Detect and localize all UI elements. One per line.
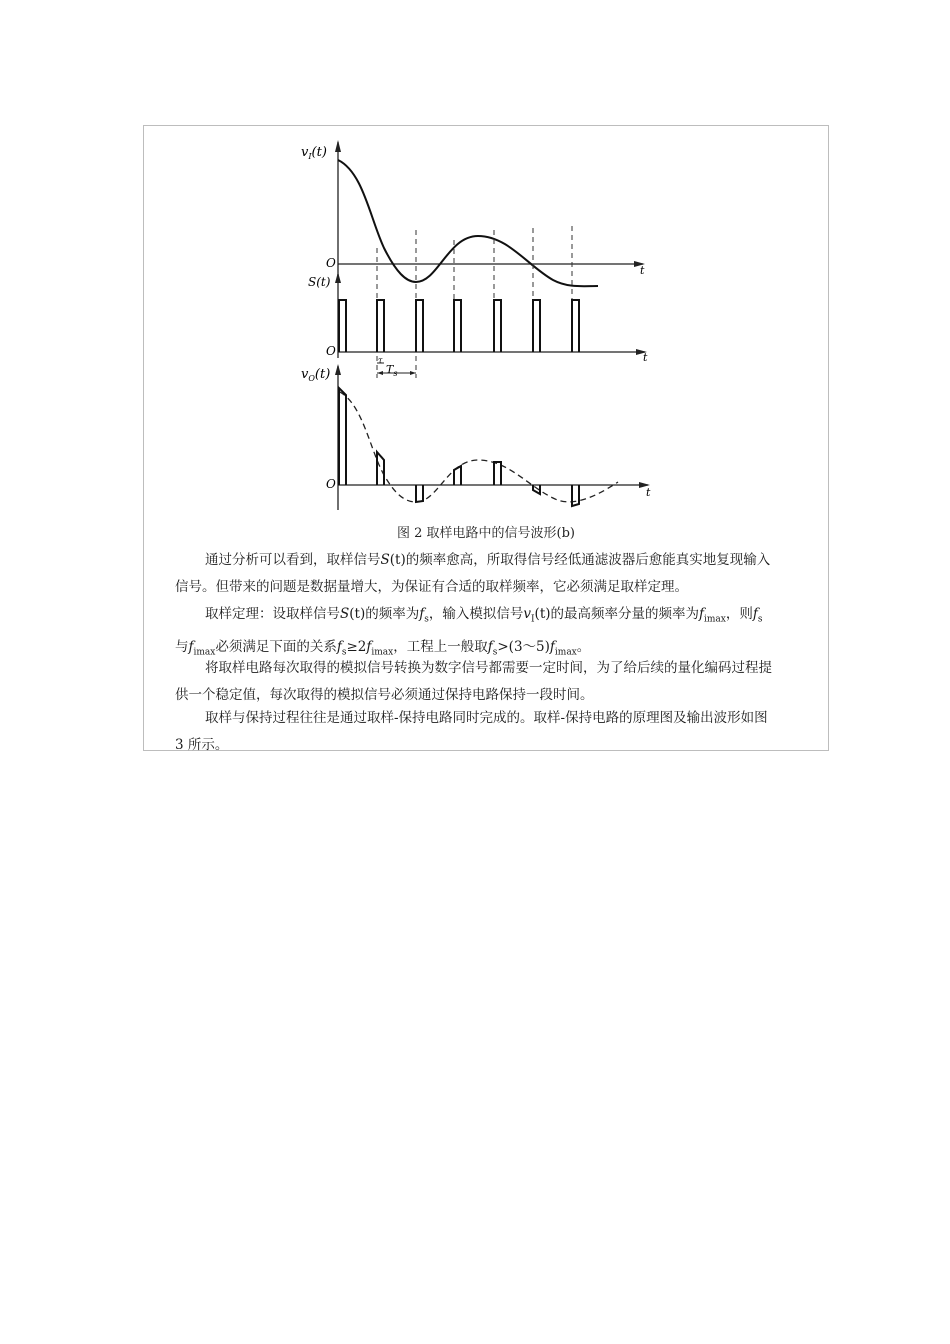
panel-output-signal — [301, 364, 651, 510]
mid-y-label: S(t) — [308, 275, 331, 289]
period-label: $T_s$ — [386, 363, 398, 378]
sampled-output-pulses — [339, 388, 579, 506]
mid-origin: O — [326, 344, 336, 358]
panel-sampling-signal — [308, 272, 648, 378]
sampling-guides — [377, 226, 572, 378]
top-y-label: $v_I(t)$ — [301, 145, 327, 161]
paragraph-3: 将取样电路每次取得的模拟信号转换为数字信号都需要一定时间，为了给后续的量化编码过程提 供一个稳定值，每次取得的模拟信号必须通过保持电路保持一段时间。 — [175, 660, 772, 703]
mid-t-label: t — [643, 351, 648, 364]
paragraph-2: 取样定理：设取样信号S(t)的频率为$f_s$，输入模拟信号$v_I(t)$的最高频率分量的频率为$f_{imax}$，则$f_s$ 与$f_{imax}$必须满足下面的关系$f_s\ge 2f_{imax}$，工程上一般取$f_s>(3\sim 5)f_{imax}$。 — [175, 606, 763, 658]
top-origin: O — [326, 256, 336, 270]
tau-label: τ — [378, 356, 383, 365]
paragraph-1: 通过分析可以看到，取样信号S(t)的频率愈高，所取得信号经低通滤波器后愈能真实地复现输入 信号。但带来的问题是数据量增大，为保证有合适的取样频率，它必须满足取样定理。 — [175, 552, 771, 595]
top-t-label: t — [640, 264, 645, 277]
bot-origin: O — [326, 477, 336, 491]
bot-y-label: $v_O(t)$ — [301, 367, 331, 383]
panel-input-signal — [301, 140, 645, 286]
bot-t-label: t — [646, 486, 651, 499]
figure-caption: 图 2 取样电路中的信号波形(b) — [396, 526, 575, 541]
sampling-pulses — [339, 300, 579, 352]
sampling-waveform-figure — [148, 130, 828, 520]
waveform-diagram — [148, 130, 828, 520]
paragraph-4: 取样与保持过程往往是通过取样-保持电路同时完成的。取样-保持电路的原理图及输出波形如图 3 所示。 — [175, 710, 768, 753]
